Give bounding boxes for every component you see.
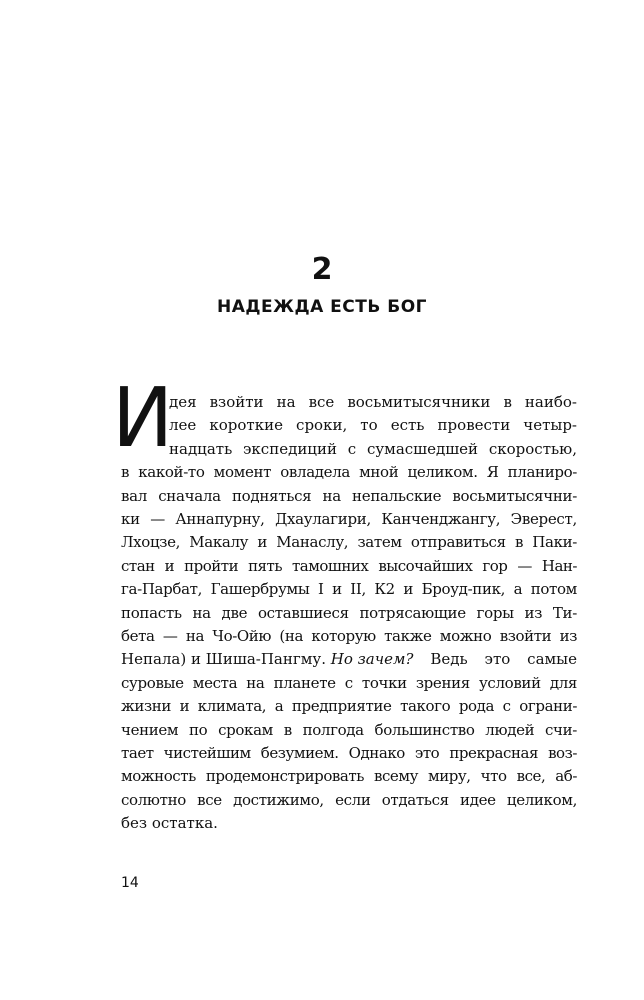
text-line: чением по срокам в полгода большинство людей счи-: [121, 720, 577, 739]
italic-question: Но зачем?: [330, 650, 414, 669]
text-line-mixed: [121, 646, 577, 672]
drop-cap: И: [112, 371, 174, 466]
text-segment: Непала) и Шиша-Пангму.: [121, 650, 331, 669]
text-line: га-Парбат, Гашербрумы I и II, К2 и Броуд-пик, а потом: [121, 580, 577, 599]
text-line: тает чистейшим безумием. Однако это прекрасная воз-: [121, 744, 577, 762]
text-line: попасть на две оставшиеся потрясающие горы из Ти-: [121, 603, 577, 622]
chapter-title: НАДЕЖДА ЕСТЬ БОГ: [217, 297, 427, 317]
text-line: надцать экспедиций с сумасшедшей скоростью,: [169, 439, 577, 458]
text-line: без остатка.: [121, 814, 218, 833]
page-number: 14: [121, 875, 139, 891]
text-line: Лхоцзе, Макалу и Манаслу, затем отправиться в Паки-: [121, 533, 577, 552]
italic-line: [121, 834, 577, 860]
text-line: в какой-то момент овладела мной целиком. Я планиро-: [121, 463, 577, 482]
text-line: [121, 857, 577, 883]
text-line: солютно все достижимо, если отдаться идее целиком,: [121, 790, 577, 809]
text-line: [121, 880, 577, 906]
text-line: суровые места на планете с точки зрения условий для: [121, 673, 577, 692]
text-line: стан и пройти пять тамошних высочайших гор — Нан-: [121, 556, 577, 575]
text-segment: Ведь это самые: [413, 650, 577, 669]
chapter-number: 2: [311, 252, 333, 287]
text-line: ки — Аннапурну, Дхаулагири, Канченджангу, Эверест,: [121, 510, 577, 528]
text-line: вал сначала подняться на непальские восьмитысячни-: [121, 486, 577, 505]
text-line: жизни и климата, а предприятие такого рода с ограни-: [121, 697, 577, 716]
text-line: бета — на Чо-Ойю (на которую также можно взойти из: [121, 627, 577, 645]
text-wrap-line: [121, 553, 577, 603]
text-line: лее короткие сроки, то есть провести четыр-: [169, 416, 577, 435]
text-line: дея взойти на все восьмитысячники в наибо-: [169, 393, 577, 411]
text-line: можность продемонстрировать всему миру, что все, аб-: [121, 767, 577, 786]
